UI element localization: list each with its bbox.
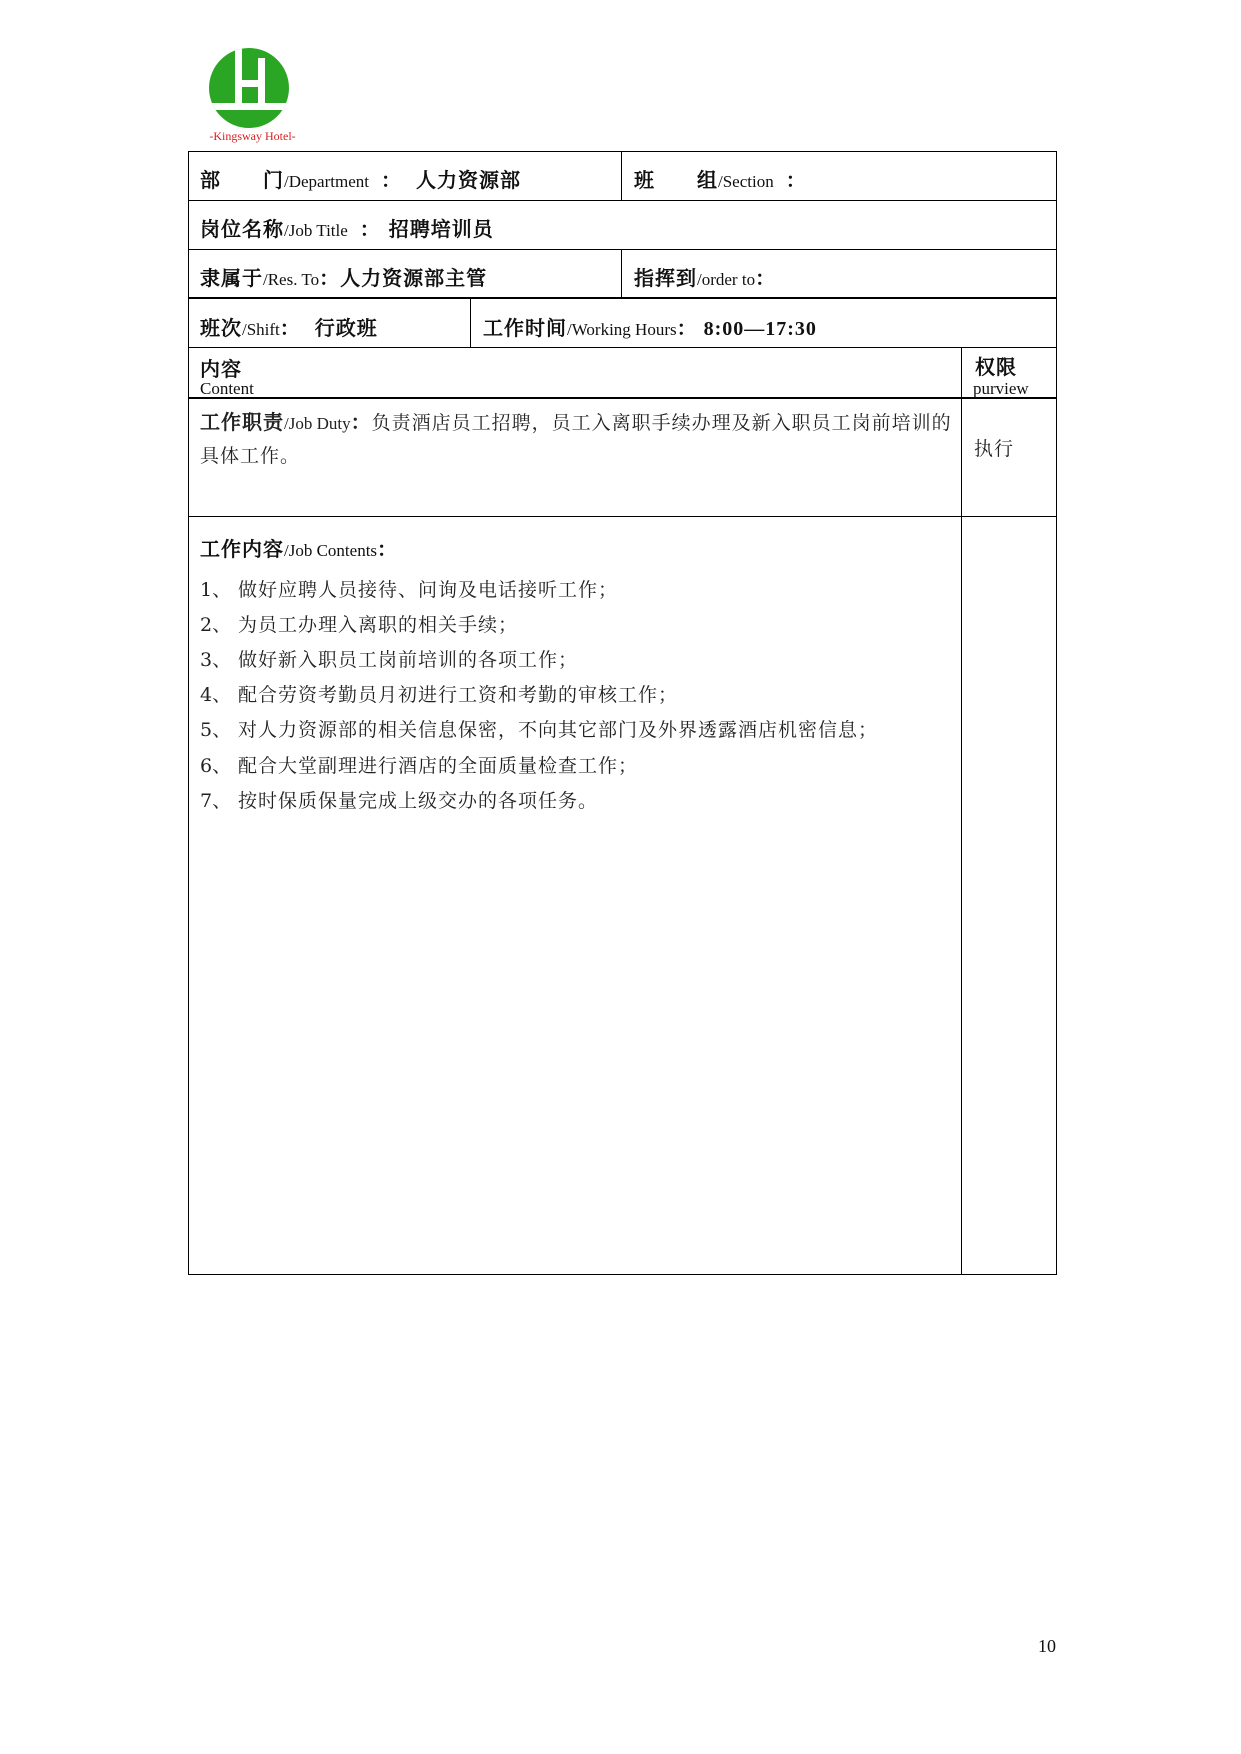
list-item: 1、 做好应聘人员接待、问询及电话接听工作； — [200, 579, 619, 601]
purview-header — [975, 351, 1017, 380]
job-duty-purview: 执行 — [974, 438, 1015, 460]
logo-circle — [209, 48, 289, 128]
working-hours-label-en: /Working Hours — [567, 320, 677, 339]
purview-header-en: purview — [973, 379, 1029, 398]
order-to-label-en: /order to — [697, 270, 756, 289]
department-label-en: /Department — [284, 172, 369, 191]
job-contents-label-en: /Job Contents — [284, 541, 378, 560]
order-to-field: 指挥到/order to： — [634, 266, 777, 290]
job-title-value: 招聘培训员 — [388, 217, 494, 241]
shift-value: 行政班 — [314, 316, 378, 340]
job-title-field: 岗位名称/Job Title ： 招聘培训员 — [200, 217, 494, 241]
hotel-logo — [195, 48, 310, 148]
content-header — [200, 353, 242, 382]
job-title-label-en: /Job Title — [284, 221, 348, 240]
job-description-form — [188, 151, 1057, 1275]
list-item: 3、 做好新入职员工岗前培训的各项工作； — [200, 649, 579, 671]
shift-field: 班次/Shift： 行政班 — [200, 316, 378, 340]
job-contents-heading: 工作内容/Job Contents： — [200, 537, 399, 561]
reports-to-label-en: /Res. To — [263, 270, 320, 289]
content-header-en: Content — [200, 379, 254, 398]
section-label: 班 组 — [634, 168, 718, 192]
working-hours-value: 8:00—17:30 — [703, 318, 817, 340]
job-duty: 工作职责/Job Duty：负责酒店员工招聘，员工入离职手续办理及新入职员工岗前培训的具体工作。 — [200, 410, 952, 467]
working-hours-field: 工作时间/Working Hours： 8:00—17:30 — [483, 316, 817, 340]
reports-to-label: 隶属于 — [200, 266, 263, 290]
list-item: 7、 按时保质保量完成上级交办的各项任务。 — [200, 790, 599, 812]
job-duty-label-en: /Job Duty — [284, 414, 351, 433]
working-hours-label: 工作时间 — [483, 316, 567, 340]
list-item: 5、 对人力资源部的相关信息保密，不向其它部门及外界透露酒店机密信息； — [200, 719, 879, 741]
reports-to-field: 隶属于/Res. To：人力资源部主管 — [200, 266, 488, 290]
section-label-en: /Section — [718, 172, 774, 191]
shift-label-en: /Shift — [242, 320, 280, 339]
logo-caption: -Kingsway Hotel- — [209, 129, 296, 143]
shift-label: 班次 — [200, 316, 242, 340]
department-label: 部 门 — [200, 168, 284, 192]
list-item: 4、 配合劳资考勤员月初进行工资和考勤的审核工作； — [200, 684, 679, 706]
list-item: 6、 配合大堂副理进行酒店的全面质量检查工作； — [200, 755, 639, 777]
section-field: 班 组/Section ： — [634, 168, 807, 192]
job-contents-label: 工作内容 — [200, 537, 284, 561]
department-field: 部 门/Department ： 人力资源部 — [200, 168, 521, 192]
purview-header-cn: 权限 — [975, 355, 1017, 379]
job-duty-text: 负责酒店员工招聘，员工入离职手续办理及新入职员工岗前培训的具体工作。 — [200, 412, 952, 467]
department-value: 人力资源部 — [415, 168, 521, 192]
job-duty-label: 工作职责 — [200, 410, 284, 434]
list-item: 2、 为员工办理入离职的相关手续； — [200, 614, 519, 636]
reports-to-value: 人力资源部主管 — [340, 266, 488, 290]
order-to-label: 指挥到 — [634, 266, 697, 290]
content-header-cn: 内容 — [200, 357, 242, 381]
job-title-label: 岗位名称 — [200, 217, 284, 241]
page-number: 10 — [1038, 1636, 1056, 1656]
